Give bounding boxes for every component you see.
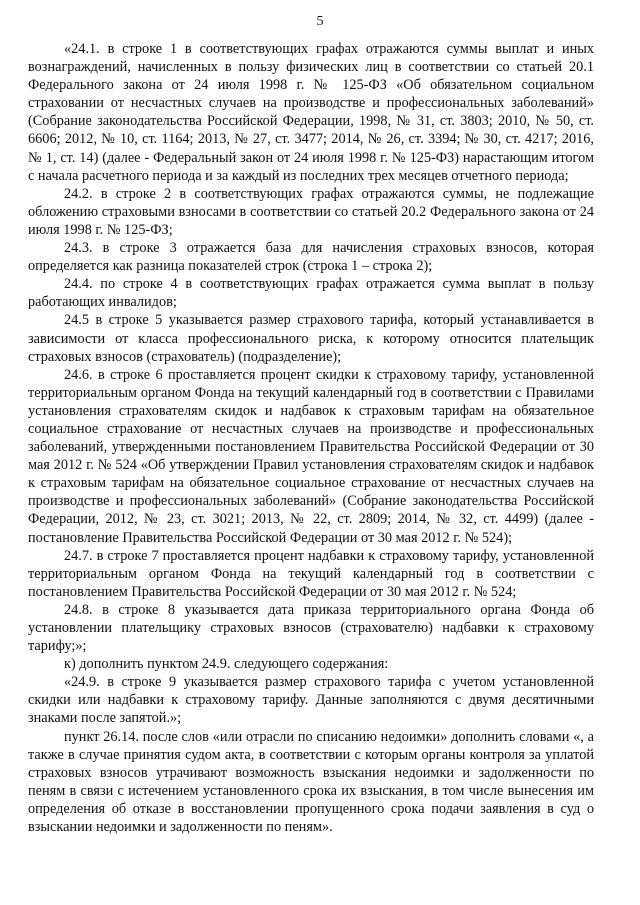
page-number: 5 — [316, 14, 324, 29]
paragraph-item-k: к) дополнить пунктом 24.9. следующего содержания: — [64, 656, 389, 673]
paragraph-24-5: 24.5 в строке 5 указывается размер страхового тарифа, который устанавливается в зависимости от класса профессионального риска, к которому относится плательщик страховых взносов (страхователь) (подразделение); — [28, 312, 594, 365]
paragraph-26-14: пункт 26.14. после слов «или отрасли по списанию недоимки» дополнить словами «, а также в случае принятия судом акта, в соответствии с которым органы контроля за уплатой страховых взносов утрачивают возможность взыскания недоимки и задолженности по пеням в связи с истечением установленного срока их взыскания, в том числе вынесения им определения об отказе в восстановлении пропущенного срока подачи заявления в суд о взыскании недоимки и задолженности по пеням». — [28, 728, 594, 836]
paragraph-24-8: 24.8. в строке 8 указывается дата приказа территориального органа Фонда об установлении плательщику страховых взносов (страхователю) надбавки к страховому тарифу;»; — [28, 601, 594, 655]
paragraph-24-6: 24.6. в строке 6 проставляется процент скидки к страховому тарифу, установленной территориальным органом Фонда на текущий календарный год в соответствии с Правилами установления страхователям скидок и надбавок к страховым тарифам на обязательное социальное страхование от несчастных случаев на производстве и профессиональных заболеваний, утвержденными постановлением Правительства Российской Федерации от 30 мая 2012 г. № 524 «Об утверждении Правил установления страхователям скидок и надбавок к страховым тарифам на обязательное социальное страхование от несчастных случаев на производстве и профессиональных заболеваний» (Собрание законодательства Российской Федерации, 2012, № 23, ст. 3021; 2013, № 22, ст. 2809; 2014, № 32, ст. 4499) (далее - постановление Правительства Российской Федерации от 30 мая 2012 г. № 524); — [28, 366, 594, 546]
paragraph-24-2: 24.2. в строке 2 в соответствующих графах отражаются суммы, не подлежащие обложению страховыми взносами в соответствии со статьей 20.2 Федерального закона от 24 июля 1998 г. № 125-ФЗ; — [28, 185, 594, 238]
paragraph-24-3: 24.3. в строке 3 отражается база для начисления страховых взносов, которая определяется как разница показателей строк (строка 1 – строка 2); — [28, 240, 594, 275]
paragraph-24-7: 24.7. в строке 7 проставляется процент надбавки к страховому тарифу, установленной территориальным органом Фонда на текущий календарный год в соответствии с постановлением Правительства Российской Федерации от 30 мая 2012 г. № 524; — [28, 547, 594, 600]
document-body — [28, 40, 594, 836]
paragraph-24-4: 24.4. по строке 4 в соответствующих графах отражается сумма выплат в пользу работающих инвалидов; — [28, 276, 594, 311]
paragraph-24-9: «24.9. в строке 9 указывается размер страхового тарифа с учетом установленной скидки или надбавки к страховому тарифу. Данные заполняются с двумя десятичными знаками после запятой.»; — [28, 674, 594, 727]
paragraph-24-1: «24.1. в строке 1 в соответствующих графах отражаются суммы выплат и иных вознаграждений, начисленных в пользу физических лиц в соответствии со статьей 20.1 Федерального закона от 24 июля 1998 г. № 125-ФЗ «Об обязательном социальном страховании от несчастных случаев на производстве и профессиональных заболеваний» (Собрание законодательства Российской Федерации, 1998, № 31, ст. 3803; 2010, № 50, ст. 6606; 2012, № 10, ст. 1164; 2013, № 27, ст. 3477; 2014, № 26, ст. 3394; № 30, ст. 4217; 2016, № 1, ст. 14) (далее - Федеральный закон от 24 июля 1998 г. № 125-ФЗ) нарастающим итогом с начала расчетного периода и за каждый из последних трех месяцев отчетного периода; — [28, 41, 594, 184]
